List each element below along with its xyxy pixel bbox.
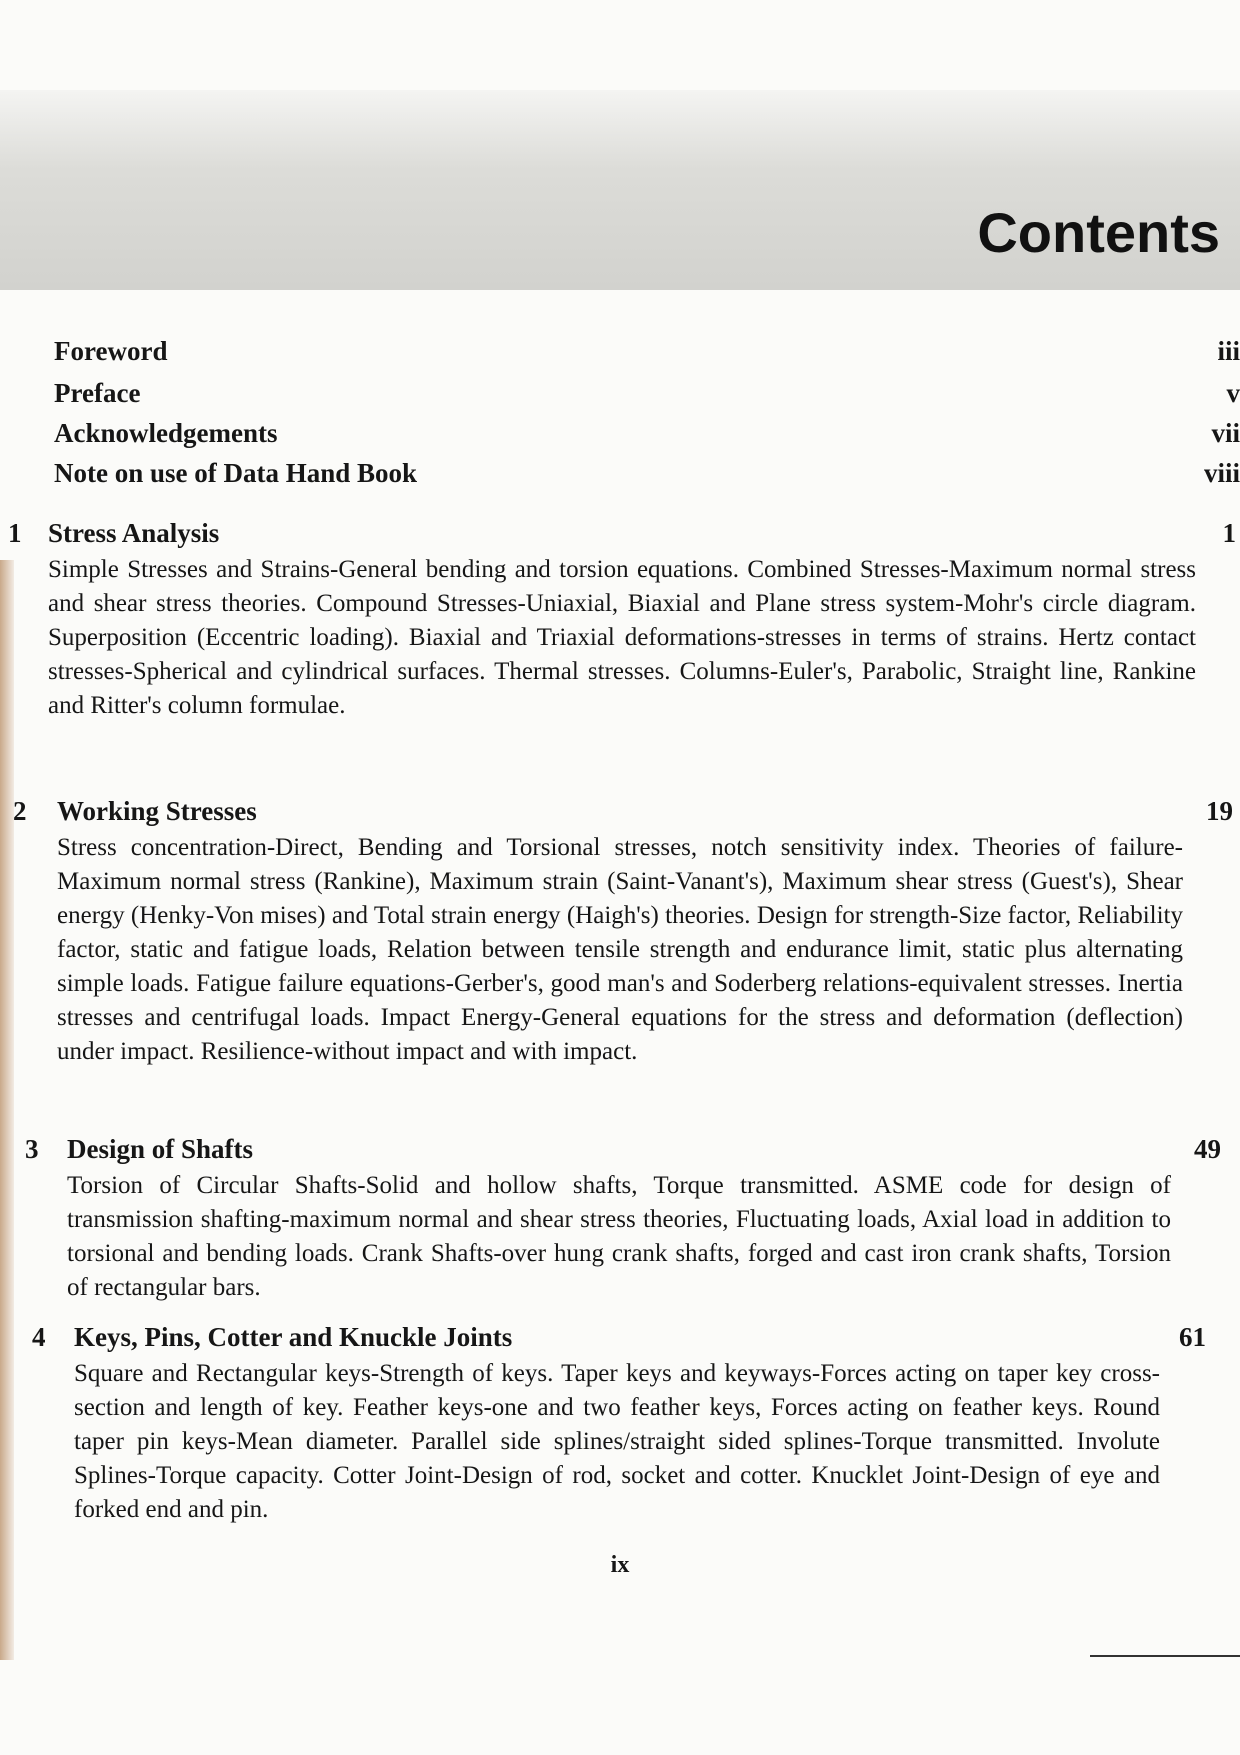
page-edge-shadow	[0, 560, 14, 1660]
chapter-title[interactable]: Working Stresses	[57, 796, 257, 826]
chapter-page: 49	[1194, 1134, 1221, 1164]
toc-entry-foreword[interactable]	[54, 336, 1240, 367]
entry-label: Foreword	[54, 336, 168, 366]
chapter-description: Square and Rectangular keys-Strength of keys. Taper keys and keyways-Forces acting on taper key cross-section and length of key. Feather keys-one and two feather keys, Forces acting on feather keys. Round taper pin keys-Mean diameter. Parallel side splines/straight sided splines-Torque transmitted. Involute Splines-Torque capacity. Cotter Joint-Design of rod, socket and cotter. Knucklet Joint-Design of eye and forked end and pin.	[74, 1360, 1160, 1523]
page-number: ix	[610, 1552, 630, 1578]
chapter-page: 19	[1206, 796, 1233, 826]
entry-page: viii	[1203, 458, 1240, 488]
chapter-2	[13, 796, 1233, 1069]
toc-entry-acknowledgements[interactable]	[54, 418, 1240, 449]
entry-page: vii	[1211, 418, 1240, 448]
entry-label: Preface	[54, 378, 141, 408]
chapter-number: 4	[32, 1322, 46, 1352]
chapter-description: Simple Stresses and Strains-General bending and torsion equations. Combined Stresses-Maximum normal stress and shear stress theories. Compound Stresses-Uniaxial, Biaxial and Plane stress system-Mohr's circle diagram. Superposition (Eccentric loading). Biaxial and Triaxial deformations-stresses in terms of strains. Hertz contact stresses-Spherical and cylindrical surfaces. Thermal stresses. Columns-Euler's, Parabolic, Straight line, Rankine and Ritter's column formulae.	[48, 556, 1196, 719]
chapter-4	[32, 1322, 1206, 1527]
chapter-3	[25, 1134, 1221, 1305]
chapter-number: 2	[13, 796, 27, 826]
chapter-title[interactable]: Design of Shafts	[67, 1134, 254, 1164]
toc-entry-note[interactable]	[54, 458, 1240, 489]
page-title: Contents	[977, 201, 1220, 264]
footer-rule	[1090, 1655, 1240, 1657]
entry-label: Acknowledgements	[54, 418, 278, 448]
chapter-page: 1	[1222, 518, 1236, 548]
entry-page: v	[1226, 378, 1240, 408]
chapter-page: 61	[1179, 1322, 1206, 1352]
chapter-title[interactable]: Keys, Pins, Cotter and Knuckle Joints	[74, 1322, 513, 1352]
entry-label: Note on use of Data Hand Book	[54, 458, 418, 488]
chapter-title[interactable]: Stress Analysis	[48, 518, 220, 548]
chapter-description: Stress concentration-Direct, Bending and Torsional stresses, notch sensitivity index. Theories of failure-Maximum normal stress (Rankine), Maximum strain (Saint-Vanant's), Maximum shear stress (Guest's), Shear energy (Henky-Von mises) and Total strain energy (Haigh's) theories. Design for strength-Size factor, Reliability factor, static and fatigue loads, Relation between tensile strength and endurance limit, static plus alternating simple loads. Fatigue failure equations-Gerber's, good man's and Soderberg relations-equivalent stresses. Inertia stresses and centrifugal loads. Impact Energy-General equations for the stress and deformation (deflection) under impact. Resilience-without impact and with impact.	[57, 834, 1183, 1065]
toc-entry-preface[interactable]	[54, 378, 1240, 409]
chapter-number: 1	[8, 518, 22, 548]
chapter-1	[8, 518, 1236, 723]
entry-page: iii	[1217, 336, 1240, 366]
chapter-number: 3	[25, 1134, 39, 1164]
chapter-description: Torsion of Circular Shafts-Solid and hollow shafts, Torque transmitted. ASME code for design of transmission shafting-maximum normal and shear stress theories, Fluctuating loads, Axial load in addition to torsional and bending loads. Crank Shafts-over hung crank shafts, forged and cast iron crank shafts, Torsion of rectangular bars.	[67, 1172, 1171, 1301]
